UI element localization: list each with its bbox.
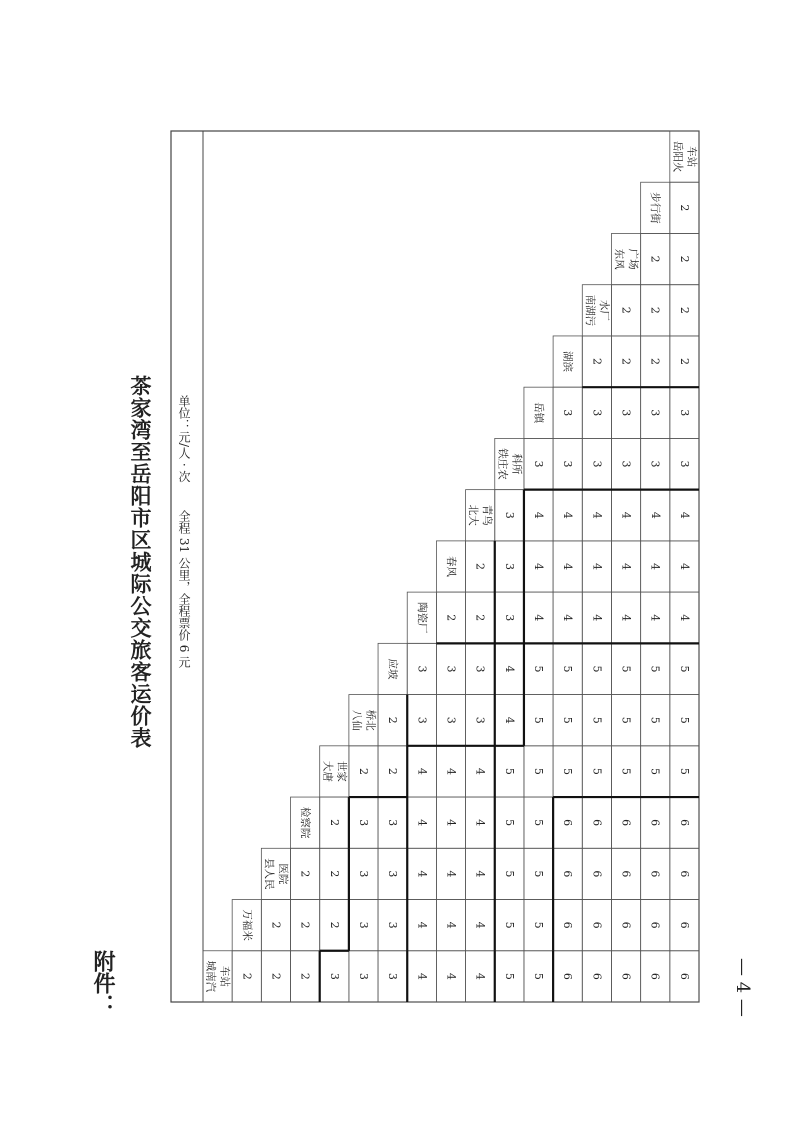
attachment-label: 附件： bbox=[90, 950, 116, 1016]
fare-value: 4 bbox=[648, 563, 662, 570]
fare-value: 6 bbox=[561, 819, 575, 827]
fare-value: 2 bbox=[677, 255, 691, 263]
fare-value: 4 bbox=[590, 511, 604, 519]
fare-value: 3 bbox=[502, 614, 516, 622]
fare-value: 4 bbox=[648, 614, 662, 622]
fare-value: 4 bbox=[444, 972, 458, 980]
station-label: 北大 bbox=[467, 504, 480, 526]
fare-value: 3 bbox=[561, 460, 575, 468]
fare-value: 6 bbox=[619, 870, 633, 878]
fare-value: 3 bbox=[356, 972, 370, 980]
fare-value: 5 bbox=[502, 870, 516, 878]
fare-value: 2 bbox=[473, 614, 487, 622]
station-label: 东风 bbox=[613, 248, 626, 270]
fare-value: 2 bbox=[648, 306, 662, 314]
fare-value: 4 bbox=[415, 972, 429, 980]
fare-value: 2 bbox=[356, 767, 370, 775]
fare-value: 3 bbox=[590, 460, 604, 468]
fare-value: 5 bbox=[648, 665, 662, 673]
fare-value: 3 bbox=[444, 665, 458, 673]
fare-value: 2 bbox=[677, 358, 691, 366]
fare-value: 6 bbox=[648, 972, 662, 980]
fare-value: 6 bbox=[648, 819, 662, 827]
station-label: 世家 bbox=[335, 760, 348, 782]
station-label: 春风 bbox=[445, 556, 457, 577]
fare-value: 5 bbox=[619, 716, 633, 724]
station-label: 城南汽 bbox=[204, 960, 217, 993]
fare-value: 6 bbox=[619, 819, 633, 827]
fare-value: 2 bbox=[269, 972, 283, 980]
fare-value: 6 bbox=[590, 972, 604, 980]
fare-value: 3 bbox=[356, 921, 370, 929]
fare-value: 4 bbox=[619, 614, 633, 622]
fare-value: 4 bbox=[677, 511, 691, 519]
fare-value: 4 bbox=[502, 665, 516, 673]
fare-value: 4 bbox=[444, 819, 458, 827]
fare-value: 2 bbox=[269, 921, 283, 929]
fare-value: 2 bbox=[298, 870, 312, 878]
station-label: 广场 bbox=[627, 248, 640, 270]
fare-value: 4 bbox=[444, 870, 458, 878]
fare-value: 3 bbox=[415, 665, 429, 673]
fare-value: 4 bbox=[473, 767, 487, 775]
fare-value: 5 bbox=[502, 972, 516, 980]
fare-value: 3 bbox=[590, 409, 604, 417]
station-label: 步行街 bbox=[649, 192, 662, 224]
fare-value: 3 bbox=[502, 563, 516, 570]
fare-value: 4 bbox=[561, 563, 575, 570]
fare-value: 2 bbox=[386, 767, 400, 775]
fare-value: 4 bbox=[532, 511, 546, 519]
fare-value: 5 bbox=[590, 665, 604, 673]
fare-value: 4 bbox=[444, 767, 458, 775]
fare-value: 4 bbox=[532, 614, 546, 622]
fare-value: 2 bbox=[298, 972, 312, 980]
fare-value: 2 bbox=[619, 306, 633, 314]
fare-value: 3 bbox=[415, 716, 429, 724]
fare-value: 4 bbox=[619, 563, 633, 570]
station-label: 陶瓷厂 bbox=[415, 601, 428, 634]
fare-value: 4 bbox=[473, 819, 487, 827]
fare-value: 2 bbox=[677, 306, 691, 314]
fare-value: 4 bbox=[677, 614, 691, 622]
fare-value: 3 bbox=[532, 460, 546, 468]
fare-value: 5 bbox=[502, 767, 516, 775]
station-label: 大唐 bbox=[321, 760, 334, 782]
fare-value: 3 bbox=[473, 716, 487, 724]
document-title: 茶家湾至岳阳市区城际公交旅客运价表 bbox=[128, 375, 153, 749]
fare-value: 4 bbox=[590, 614, 604, 622]
fare-value: 3 bbox=[561, 409, 575, 417]
fare-value: 2 bbox=[327, 870, 341, 878]
station-label: 桥北 bbox=[364, 709, 377, 731]
fare-value: 2 bbox=[473, 563, 487, 570]
fare-value: 2 bbox=[327, 921, 341, 929]
fare-value: 5 bbox=[590, 716, 604, 724]
fare-value: 4 bbox=[561, 614, 575, 622]
station-label: 科所 bbox=[510, 453, 523, 475]
document-subtitle: 全程 31 公里，全程票价 6 元 bbox=[177, 510, 191, 669]
station-label: 湖滨 bbox=[561, 351, 574, 373]
fare-value: 3 bbox=[648, 460, 662, 468]
fare-value: 3 bbox=[677, 409, 691, 417]
fare-value: 2 bbox=[590, 358, 604, 366]
fare-value: 4 bbox=[415, 819, 429, 827]
fare-value: 6 bbox=[677, 819, 691, 827]
fare-value: 4 bbox=[590, 563, 604, 570]
fare-value: 6 bbox=[677, 870, 691, 878]
fare-value: 6 bbox=[677, 972, 691, 980]
fare-value: 6 bbox=[590, 819, 604, 827]
station-label: 县人民 bbox=[262, 858, 275, 890]
station-label: 应坡 bbox=[386, 658, 399, 680]
fare-value: 3 bbox=[356, 819, 370, 827]
fare-value: 6 bbox=[648, 870, 662, 878]
fare-value: 3 bbox=[386, 921, 400, 929]
fare-value: 3 bbox=[386, 972, 400, 980]
fare-value: 2 bbox=[648, 358, 662, 366]
fare-value: 2 bbox=[619, 358, 633, 366]
fare-value: 3 bbox=[677, 460, 691, 468]
fare-value: 6 bbox=[677, 921, 691, 929]
fare-value: 3 bbox=[386, 870, 400, 878]
fare-grid bbox=[171, 131, 699, 1002]
fare-value: 3 bbox=[386, 819, 400, 827]
fare-value: 3 bbox=[619, 409, 633, 417]
fare-value: 4 bbox=[415, 921, 429, 929]
fare-value: 6 bbox=[590, 870, 604, 878]
fare-value: 6 bbox=[619, 921, 633, 929]
fare-value: 2 bbox=[327, 819, 341, 827]
fare-value: 5 bbox=[532, 767, 546, 775]
fare-value: 5 bbox=[590, 767, 604, 775]
fare-value: 3 bbox=[502, 511, 516, 519]
station-label: 检察院 bbox=[299, 806, 312, 839]
fare-value: 3 bbox=[619, 460, 633, 468]
fare-value: 6 bbox=[561, 870, 575, 878]
fare-value: 5 bbox=[532, 921, 546, 929]
fare-value: 2 bbox=[444, 614, 458, 622]
fare-value: 5 bbox=[648, 716, 662, 724]
fare-value: 4 bbox=[473, 972, 487, 980]
fare-value: 5 bbox=[677, 767, 691, 775]
fare-value: 6 bbox=[619, 972, 633, 980]
fare-value: 6 bbox=[590, 921, 604, 929]
fare-value: 4 bbox=[415, 870, 429, 878]
unit-label: 单位：元/人 · 次 bbox=[177, 395, 191, 483]
fare-value: 4 bbox=[502, 716, 516, 724]
fare-value: 4 bbox=[561, 511, 575, 519]
fare-value: 4 bbox=[648, 511, 662, 519]
station-label: 水厂 bbox=[597, 299, 610, 321]
station-label: 车站 bbox=[685, 146, 698, 168]
station-label: 南湖污 bbox=[583, 294, 596, 327]
station-label: 青鸟 bbox=[481, 504, 494, 526]
fare-value: 6 bbox=[561, 921, 575, 929]
fare-value: 5 bbox=[532, 665, 546, 673]
fare-value: 4 bbox=[444, 921, 458, 929]
fare-value: 5 bbox=[619, 665, 633, 673]
fare-value: 5 bbox=[648, 767, 662, 775]
fare-value: 4 bbox=[532, 563, 546, 570]
fare-value: 6 bbox=[648, 921, 662, 929]
station-label: 八仙 bbox=[350, 709, 363, 731]
fare-value: 2 bbox=[240, 972, 254, 980]
station-label: 万福米 bbox=[240, 909, 253, 941]
page-number: — 4 — bbox=[732, 958, 753, 1017]
fare-value: 5 bbox=[561, 716, 575, 724]
fare-value: 5 bbox=[619, 767, 633, 775]
fare-value: 5 bbox=[561, 767, 575, 775]
station-label: 岳镇 bbox=[532, 402, 545, 424]
fare-value: 3 bbox=[327, 972, 341, 980]
fare-value: 2 bbox=[648, 255, 662, 263]
fare-value: 4 bbox=[473, 870, 487, 878]
fare-value: 4 bbox=[473, 921, 487, 929]
fare-value: 5 bbox=[677, 665, 691, 673]
fare-value: 2 bbox=[298, 921, 312, 929]
fare-value: 4 bbox=[677, 563, 691, 570]
station-label: 医院 bbox=[276, 863, 289, 885]
fare-value: 5 bbox=[532, 870, 546, 878]
fare-value: 5 bbox=[502, 819, 516, 827]
fare-value: 5 bbox=[502, 921, 516, 929]
station-label: 岳阳火 bbox=[671, 140, 684, 173]
fare-value: 2 bbox=[677, 204, 691, 212]
fare-value: 4 bbox=[415, 767, 429, 775]
fare-value: 5 bbox=[677, 716, 691, 724]
fare-value: 3 bbox=[444, 716, 458, 724]
fare-value: 4 bbox=[619, 511, 633, 519]
fare-value: 5 bbox=[532, 819, 546, 827]
fare-value: 6 bbox=[561, 972, 575, 980]
fare-value: 3 bbox=[356, 870, 370, 878]
fare-value: 2 bbox=[386, 716, 400, 724]
fare-value: 5 bbox=[561, 665, 575, 673]
fare-value: 3 bbox=[648, 409, 662, 417]
fare-value: 3 bbox=[473, 665, 487, 673]
station-label: 铁庄农 bbox=[496, 448, 509, 480]
fare-value: 5 bbox=[532, 716, 546, 724]
fare-value: 5 bbox=[532, 972, 546, 980]
station-label: 车站 bbox=[218, 965, 231, 987]
